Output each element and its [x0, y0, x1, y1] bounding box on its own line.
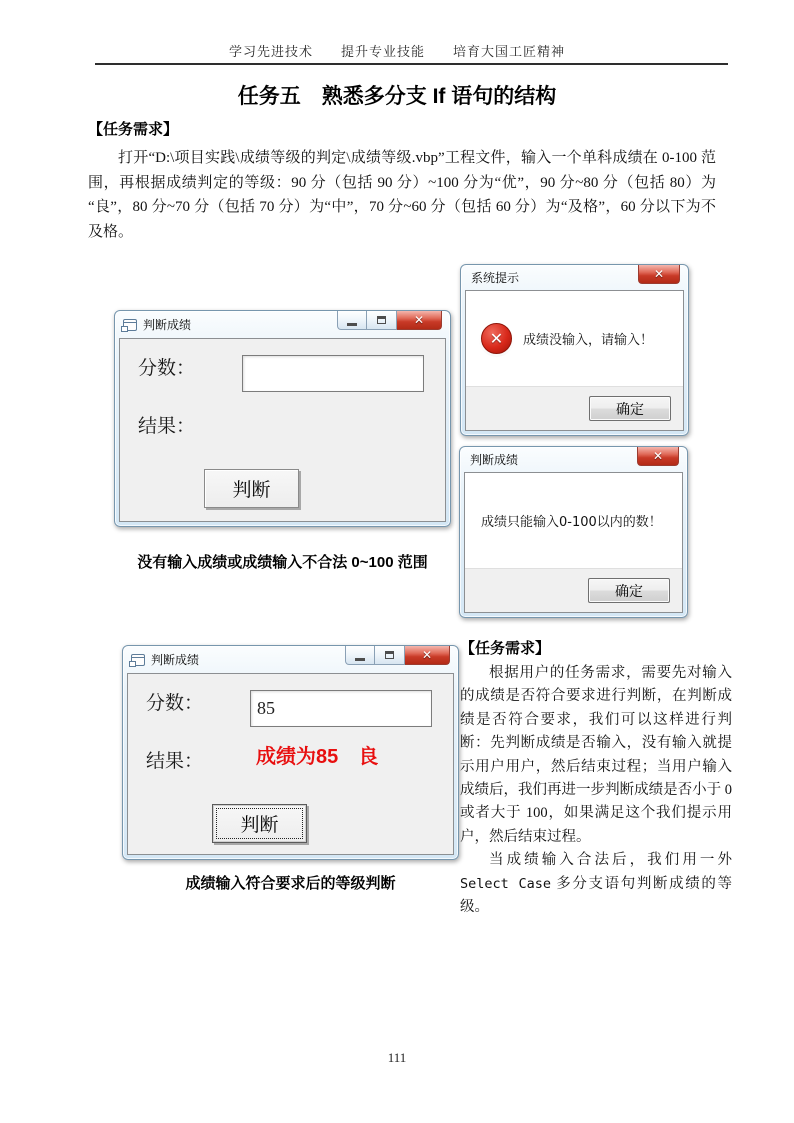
page-number: 111: [387, 1050, 407, 1065]
right-column: [460, 637, 732, 919]
dialog-body: [465, 473, 682, 568]
form-client-area: [119, 338, 446, 522]
minimize-button[interactable]: [345, 646, 375, 665]
dialog-title: 系统提示: [471, 271, 520, 285]
p2-code-select-case: Select Case: [460, 875, 552, 892]
minimize-icon: [355, 658, 365, 661]
form-client-area: [127, 673, 454, 855]
score-input[interactable]: [250, 690, 432, 727]
dialog-footer: [466, 386, 683, 430]
result-value: 成绩为85 良: [256, 746, 379, 768]
result-label: 结果：: [138, 416, 196, 437]
vb-form-icon: [123, 319, 137, 331]
section2-paragraph-2: [460, 849, 732, 919]
dialog-client-area: [465, 290, 684, 431]
vb-window-empty-form: [114, 310, 451, 527]
close-button[interactable]: [397, 311, 442, 330]
window-title: 判断成绩: [151, 653, 200, 667]
score-label: 分数：: [138, 358, 196, 379]
close-button[interactable]: [405, 646, 450, 665]
page-header-slogan: 学习先进技术 提升专业技能 培育大国工匠精神: [228, 44, 565, 59]
window-caption-buttons: [345, 646, 450, 665]
maximize-button[interactable]: [375, 646, 405, 665]
window-title: 判断成绩: [143, 318, 192, 332]
section1-paragraph: 打开“D:\项目实践\成绩等级的判定\成绩等级.vbp”工程文件，输入一个单科成绩在 0-100 范围，再根据成绩判定的等级：90 分（包括 90 分）~100 分为“优”，90 分~80 分（包括 80）为“良”，80 分~70 分（包括 70 分）为“中”，70 分~60 分（包括 60 分）为“及格”，60 分以下为不及格。: [88, 150, 716, 240]
close-icon: ✕: [652, 449, 664, 463]
dialog-title: 判断成绩: [470, 453, 519, 467]
ok-button[interactable]: 确定: [589, 396, 671, 421]
dialog-message: 成绩没输入，请输入！: [523, 333, 654, 348]
window-caption-buttons: [337, 311, 442, 330]
maximize-button[interactable]: [367, 311, 397, 330]
close-button[interactable]: [637, 447, 679, 466]
minimize-icon: [347, 323, 357, 326]
result-label: 结果：: [146, 751, 204, 772]
maximize-icon: [377, 316, 386, 324]
p2-text-before: 当成绩输入合法后，我们用一外: [489, 852, 732, 869]
judge-button[interactable]: 判断: [212, 804, 307, 843]
msgbox-out-of-range: [459, 446, 688, 618]
window-titlebar[interactable]: [123, 646, 458, 673]
vb-form-icon: [131, 654, 145, 666]
ok-button[interactable]: 确定: [588, 578, 670, 603]
score-input[interactable]: [242, 355, 424, 392]
close-button[interactable]: [638, 265, 680, 284]
close-icon: ✕: [413, 313, 425, 327]
header-rule: [95, 63, 728, 65]
msgbox-no-input: [460, 264, 689, 436]
close-icon: ✕: [653, 267, 665, 281]
p2-text-after: 多分支语句判断成绩的等级。: [460, 875, 733, 916]
dialog-body: [466, 291, 683, 386]
dialog-footer: [465, 568, 682, 612]
judge-button[interactable]: 判断: [204, 469, 299, 508]
dialog-client-area: [464, 472, 683, 613]
maximize-icon: [385, 651, 394, 659]
figure-caption-2: 成绩输入符合要求后的等级判断: [185, 875, 396, 892]
section2-paragraph-1: 根据用户的任务需求，需要先对输入的成绩是否符合要求进行判断，在判断成绩是否符合要求，我们可以这样进行判断：先判断成绩是否输入，没有输入就提示用户用户，然后结束过程；当用户输入成绩后，我们再进一步判断成绩是否小于 0 或者大于 100，如果满足这个我们提示用户，然后结束过程。: [460, 665, 732, 845]
error-icon: ✕: [481, 323, 512, 354]
minimize-button[interactable]: [337, 311, 367, 330]
page-title: 任务五 熟悉多分支 If 语句的结构: [237, 85, 557, 108]
section2-heading: 【任务需求】: [460, 640, 551, 657]
figure-caption-1: 没有输入成绩或成绩输入不合法 0~100 范围: [137, 554, 428, 571]
score-label: 分数：: [146, 693, 204, 714]
dialog-titlebar[interactable]: [461, 265, 688, 290]
close-icon: ✕: [421, 648, 433, 662]
dialog-titlebar[interactable]: [460, 447, 687, 472]
vb-window-filled-form: [122, 645, 459, 860]
window-titlebar[interactable]: [115, 311, 450, 338]
section1-heading: 【任务需求】: [88, 121, 179, 138]
dialog-message: 成绩只能输入0-100以内的数！: [481, 515, 662, 530]
